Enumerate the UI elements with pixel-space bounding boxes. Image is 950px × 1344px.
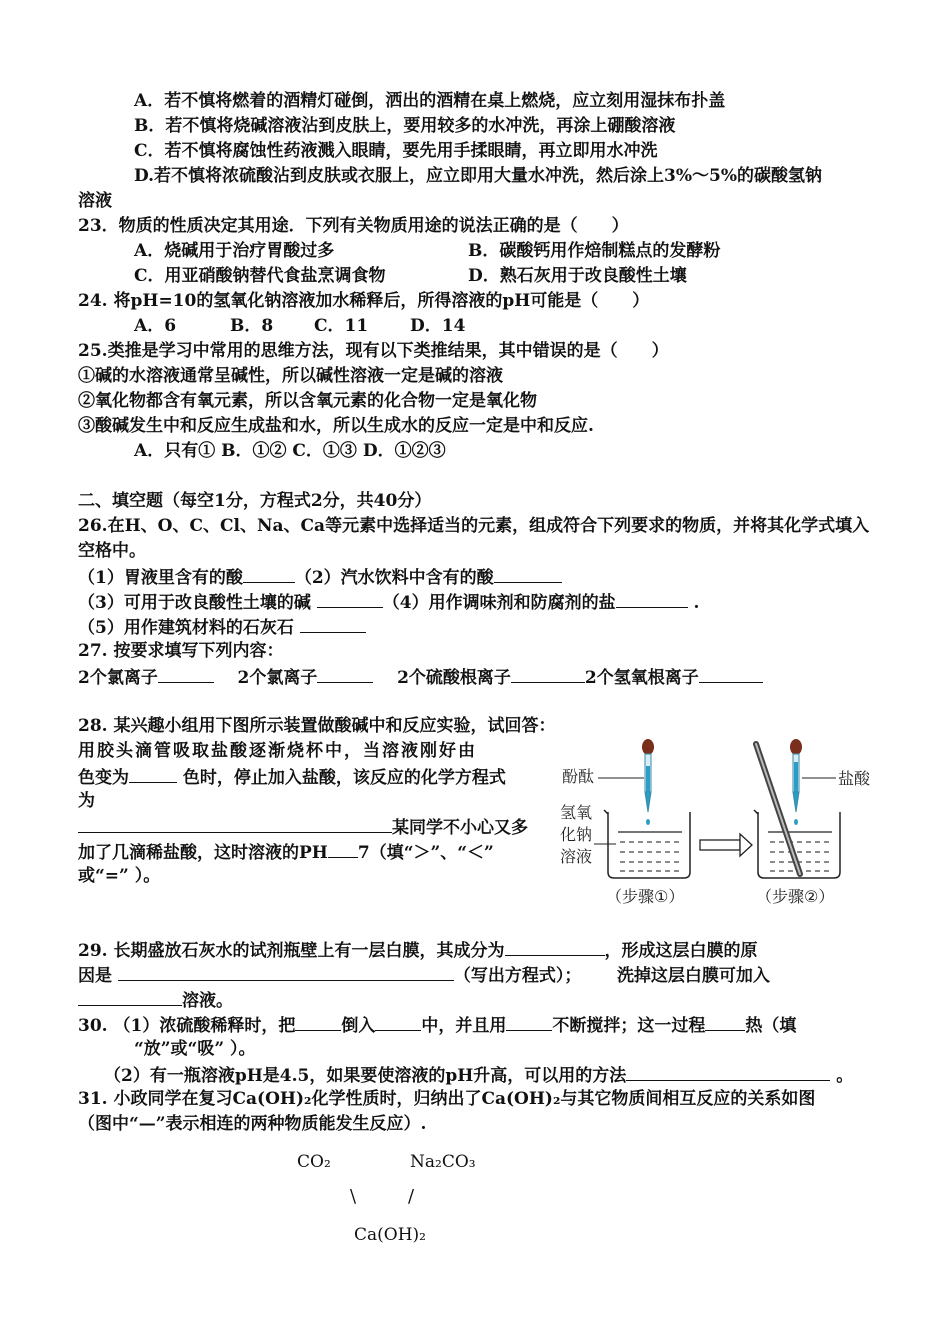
section-title: 二、填空题（每空1分，方程式2分，共40分） [78, 491, 432, 511]
q24-option-c: C．11 [314, 316, 369, 336]
q30-text-1b: 倒入 [341, 1016, 376, 1036]
q28-stem: 28. 某兴趣小组用下图所示装置做酸碱中和反应实验，试回答： [78, 716, 556, 736]
q30-text-1c: 中，并且用 [421, 1016, 507, 1036]
q23-option-b: B．碳酸钙用作焙制糕点的发酵粉 [468, 241, 721, 261]
q28-line-3: 为 [78, 791, 95, 811]
q26-stem-cont: 空格中。 [78, 541, 146, 561]
q29-line-3 [78, 988, 233, 1012]
q26-part-5: （5）用作建筑材料的石灰石 [78, 618, 294, 638]
q27-blank-d[interactable] [699, 665, 763, 683]
q28-blank-color[interactable] [129, 765, 177, 783]
q27-line [78, 665, 763, 689]
q26-part-3: （3）可用于改良酸性土壤的碱 [78, 593, 311, 613]
q28-text-5b: 7（填“＞”、“＜” [357, 843, 494, 863]
q26-part-2: （2）汽水饮料中含有的酸 [294, 568, 494, 588]
q30-line-1-cont: “放”或“吸” ）。 [134, 1039, 256, 1059]
q27-blank-b[interactable] [317, 665, 373, 683]
q23-option-c: C．用亚硝酸钠替代食盐烹调食物 [134, 266, 386, 286]
dropper-step2 [790, 739, 802, 825]
q25-statement-2: ②氧化物都含有氧元素，所以含氧元素的化合物一定是氧化物 [78, 391, 537, 411]
q22-option-a: A．若不慎将燃着的酒精灯碰倒，洒出的酒精在桌上燃烧，应立刻用湿抹布扑盖 [134, 91, 726, 111]
q28-text-5a: 加了几滴稀盐酸，这时溶液的PH [78, 843, 328, 863]
q24-option-d: D．14 [410, 316, 466, 336]
q25-options: A．只有① B．①② C．①③ D．①②③ [134, 441, 446, 461]
label-step2: （步骤②） [756, 887, 835, 906]
q26-line-1 [78, 565, 562, 589]
q28-line-1: 用胶头滴管吸取盐酸逐渐烧杯中，当溶液刚好由 [78, 741, 477, 761]
q30-text-1d: 不断搅拌；这一过程 [552, 1016, 706, 1036]
q24-option-b: B．8 [230, 316, 274, 336]
label-co2: CO₂ [297, 1152, 331, 1172]
q29-blank-solution[interactable] [78, 988, 182, 1006]
q28-blank-ph[interactable] [328, 840, 358, 858]
q30-blank-1[interactable] [295, 1013, 341, 1031]
label-step1: （步骤①） [606, 887, 685, 906]
q26-blank-5[interactable] [300, 615, 366, 633]
q26-blank-2[interactable] [494, 565, 562, 583]
q26-part-4: （4）用作调味剂和防腐剂的盐 [382, 593, 616, 613]
q25-stem: 25.类推是学习中常用的思维方法，现有以下类推结果，其中错误的是（ ） [78, 341, 669, 361]
q30-text-2a: （2）有一瓶溶液pH是4.5，如果要使溶液的pH升高，可以用的方法 [104, 1066, 627, 1086]
q29-line-1 [78, 938, 758, 962]
q30-text-1e: 热（填 [745, 1016, 797, 1036]
q29-line-2 [78, 963, 770, 987]
q27-item-a: 2个氯离子 [78, 668, 158, 688]
q28-line-5 [78, 840, 494, 864]
q29-text-1b: ，形成这层白膜的原 [604, 941, 758, 961]
q30-blank-3[interactable] [506, 1013, 552, 1031]
q30-blank-2[interactable] [375, 1013, 421, 1031]
q30-line-1 [78, 1013, 796, 1037]
q27-item-b: 2个氯离子 [237, 668, 318, 688]
q26-blank-1[interactable] [243, 565, 295, 583]
q30-line-2 [104, 1063, 853, 1087]
q30-blank-method[interactable] [626, 1063, 830, 1081]
q26-line-3 [78, 615, 366, 639]
q26-part-1: （1）胃液里含有的酸 [78, 568, 243, 588]
q30-text-2b: 。 [836, 1066, 854, 1086]
q28-text-2a: 色变为 [78, 768, 129, 788]
q23-stem: 23．物质的性质决定其用途．下列有关物质用途的说法正确的是（ ） [78, 216, 629, 236]
q27-item-d: 2个氢氧根离子 [584, 668, 699, 688]
q23-option-a: A．烧碱用于治疗胃酸过多 [134, 241, 335, 261]
label-na2co3: Na₂CO₃ [410, 1152, 476, 1172]
q28-text-2b: 色时，停止加入盐酸，该反应的化学方程式 [182, 768, 506, 788]
label-phenolphthalein: 酚酞 [562, 767, 595, 786]
q31-line-1: 31. 小政同学在复习Ca(OH)₂化学性质时，归纳出了Ca(OH)₂与其它物质间相互反应的关系如图 [78, 1089, 816, 1109]
label-caoh2: Ca(OH)₂ [354, 1225, 426, 1245]
q29-blank-equation[interactable] [118, 963, 454, 981]
q22-option-b: B．若不慎将烧碱溶液沾到皮肤上，要用较多的水冲洗，再涂上硼酸溶液 [134, 116, 676, 136]
q26-stem: 26.在H、O、C、Cl、Na、Ca等元素中选择适当的元素，组成符合下列要求的物质，并将其化学式填入 [78, 516, 870, 536]
label-naoh-3: 溶液 [560, 847, 593, 866]
q27-blank-c[interactable] [511, 665, 585, 683]
q29-text-3: 溶液。 [182, 991, 233, 1011]
q29-text-2b: （写出方程式）； [453, 966, 582, 986]
label-naoh-1: 氢氧 [560, 803, 593, 822]
dropper-step1 [642, 739, 654, 825]
q22-option-d-cont: 溶液 [78, 191, 112, 211]
q30-text-1a: 30. （1）浓硫酸稀释时，把 [78, 1016, 296, 1036]
connector-left: \ [350, 1186, 357, 1207]
connector-right: / [408, 1186, 415, 1207]
q29-text-2a: 因是 [78, 966, 112, 986]
q26-part-4-end: . [693, 593, 700, 613]
q22-option-d: D.若不慎将浓硫酸沾到皮肤或衣服上，应立即用大量水冲洗，然后涂上3%～5%的碳酸氢钠 [134, 166, 823, 186]
q26-line-2 [78, 590, 699, 614]
q28-line-2 [78, 765, 506, 789]
q28-line-6: 或“=” ）。 [78, 866, 161, 886]
q31-line-2: （图中“—”表示相连的两种物质能发生反应）. [78, 1114, 427, 1134]
q27-stem: 27. 按要求填写下列内容： [78, 641, 284, 661]
q29-text-1a: 29. 长期盛放石灰水的试剂瓶壁上有一层白膜，其成分为 [78, 941, 505, 961]
q30-blank-4[interactable] [705, 1013, 745, 1031]
q29-blank-component[interactable] [505, 938, 605, 956]
q23-option-d: D．熟石灰用于改良酸性土壤 [468, 266, 687, 286]
q25-statement-1: ①碱的水溶液通常呈碱性，所以碱性溶液一定是碱的溶液 [78, 366, 503, 386]
q27-item-c: 2个硫酸根离子 [397, 668, 511, 688]
q28-blank-equation[interactable] [78, 815, 392, 833]
q29-text-2c: 洗掉这层白膜可加入 [616, 966, 770, 986]
experiment-figure [560, 732, 880, 912]
q26-blank-3[interactable] [317, 590, 383, 608]
q25-statement-3: ③酸碱发生中和反应生成盐和水，所以生成水的反应一定是中和反应. [78, 416, 594, 436]
q28-line-4 [78, 815, 528, 839]
q24-option-a: A．6 [134, 316, 177, 336]
q24-stem: 24. 将pH=10的氢氧化钠溶液加水稀释后，所得溶液的pH可能是（ ） [78, 291, 650, 311]
q27-blank-a[interactable] [158, 665, 214, 683]
label-naoh-2: 化钠 [560, 825, 593, 844]
label-hcl: 盐酸 [838, 769, 871, 788]
q22-option-c: C．若不慎将腐蚀性药液溅入眼睛，要先用手揉眼睛，再立即用水冲洗 [134, 141, 658, 161]
q28-text-4: 某同学不小心又多 [392, 818, 528, 838]
q26-blank-4[interactable] [616, 590, 688, 608]
arrow-icon [700, 834, 752, 856]
